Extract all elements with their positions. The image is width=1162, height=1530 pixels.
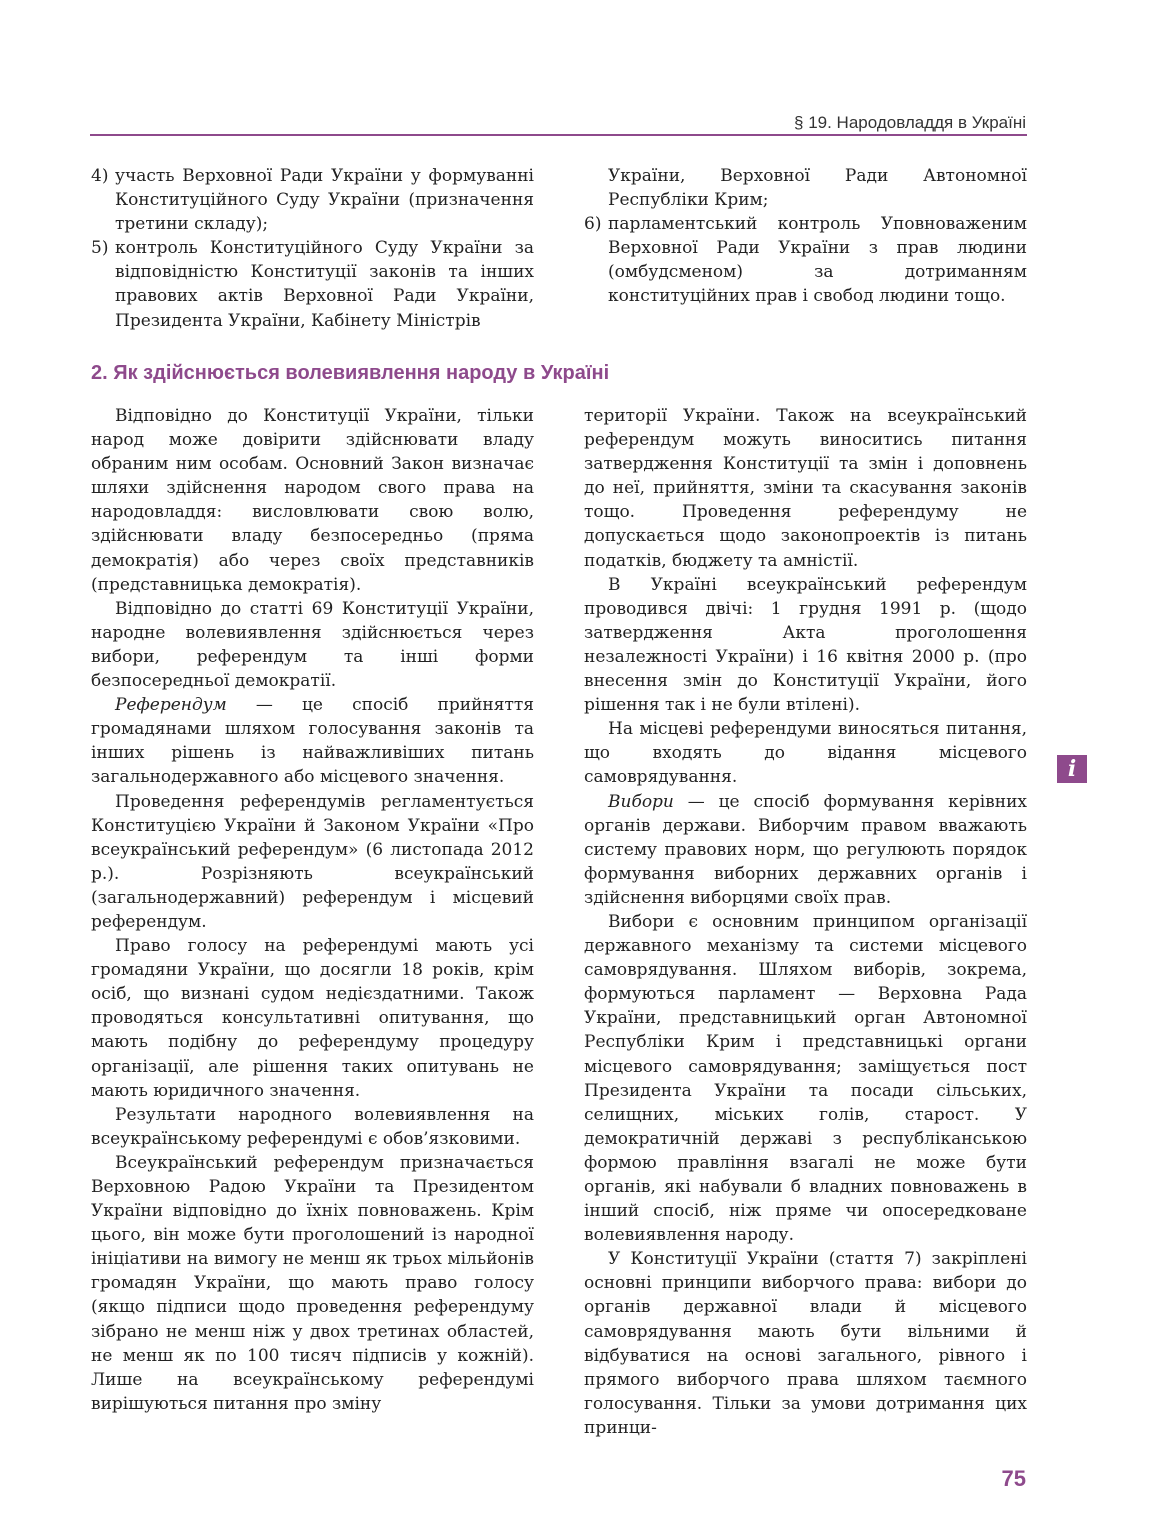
paragraph: Право голосу на референдумі мають усі громадяни України, що досягли 18 років, крім осіб, що визнані судом недієздатними. Також проводяться консультативні опитування, що мають подібну до референдуму процедуру організації, але рішення таких опитувань не мають юридичного значення. bbox=[91, 936, 534, 1101]
list-number: 6) bbox=[584, 214, 602, 235]
header-rule bbox=[90, 134, 1027, 136]
paragraph-definition bbox=[91, 693, 534, 789]
paragraph: Проведення референдумів регламентується Конституцією України й Законом України «Про всеукраїнський референдум» (6 листопада 2012 р.). Розрізняють всеукраїнський (загальнодержавний) референдум і місцевий референдум. bbox=[91, 791, 534, 932]
top-list-left bbox=[91, 164, 534, 333]
body-left-column bbox=[91, 404, 534, 1416]
list-item bbox=[91, 164, 534, 236]
paragraph: Всеукраїнський референдум призначається Верховною Радою України та Президентом України відповідно до їхніх повноважень. Крім цього, він може бути проголошений із народної ініціативи на вимогу не менш як трьох мільйонів громадян України, що мають право голосу (якщо підписи щодо проведення референдуму зібрано не менш ніж у двох третинах областей, не менш як по 100 тисяч підписів у кожній). Лише на всеукраїнському референдумі вирішуються питання про зміну bbox=[91, 1152, 534, 1414]
list-item bbox=[91, 236, 534, 332]
paragraph: На місцеві референдуми виносяться питання, що входять до відання місцевого самоврядування. bbox=[584, 719, 1027, 788]
paragraph: Відповідно до Конституції України, тільки народ може довірити здійснювати владу обраним ним особам. Основний Закон визначає шляхи здійснення народом свого права на народовладдя: висловлювати свою волю, здійснювати владу безпосередньо (пряма демократія) або через своїх представників (представницька демократія). bbox=[91, 406, 534, 595]
body-right-column bbox=[584, 404, 1027, 1440]
info-icon: i bbox=[1057, 755, 1087, 783]
term: Вибори bbox=[608, 791, 674, 812]
definition-text: — це спосіб прийняття громадянами шляхом голосування законів та інших рішень із найважливіших питань загальнодержавного або місцевого значення. bbox=[91, 695, 534, 788]
paragraph: В Україні всеукраїнський референдум проводився двічі: 1 грудня 1991 р. (щодо затвердження Акта проголошення незалежності України) і 16 квітня 2000 р. (про внесення змін до Конституції України, його рішення так і не були втілені). bbox=[584, 574, 1027, 716]
list-number: 4) bbox=[91, 166, 109, 186]
list-text: участь Верховної Ради України у формуванні Конституційного Суду України (призначення третини складу); bbox=[115, 166, 534, 235]
paragraph: Відповідно до статті 69 Конституції України, народне волевиявлення здійснюється через вибори, референдум та інші форми безпосередньої демократії. bbox=[91, 598, 534, 692]
list-item bbox=[584, 212, 1027, 308]
paragraph-continuation: території України. Також на всеукраїнський референдум можуть виноситись питання затвердження Конституції та змін і доповнень до неї, прийняття, зміни та скасування законів тощо. Проведення референдуму не допускається щодо законопроектів із питань податків, бюджету та амністії. bbox=[584, 406, 1027, 571]
paragraph: Результати народного волевиявлення на всеукраїнському референдумі є обов’язковими. bbox=[91, 1104, 534, 1149]
running-title: § 19. Народовладдя в Україні bbox=[794, 113, 1026, 132]
section-title: 2. Як здійснюється волевиявлення народу в Україні bbox=[91, 362, 610, 384]
paragraph: У Конституції України (стаття 7) закріплені основні принципи виборчого права: вибори до органів державної влади й місцевого самоврядування мають бути вільними й відбуватися на основі загального, рівного і прямого виборчого права шляхом таємного голосування. Тільки за умови дотримання цих принци- bbox=[584, 1249, 1027, 1438]
list-number: 5) bbox=[91, 238, 109, 259]
term: Референдум bbox=[115, 695, 227, 716]
list-text: контроль Конституційного Суду України за відповідністю Конституції законів та інших правових актів Верховної Ради України, Президента України, Кабінету Міністрів bbox=[115, 238, 534, 331]
top-list-right bbox=[584, 164, 1027, 309]
paragraph: Вибори є основним принципом організації державного механізму та системи місцевого самоврядування. Шляхом виборів, зокрема, формуються парламент — Верховна Рада України, представницький орган Автономної Республіки Крим і представницькі органи місцевого самоврядування; заміщується пост Президента України та посади сільських, селищних, міських голів, старост. У демократичній державі з республіканською формою правління взагалі не може бути органів, які набували б владних повноважень в інший спосіб, ніж пряме чи опосередковане волевиявлення народу. bbox=[584, 911, 1027, 1246]
list-text: парламентський контроль Уповноваженим Верховної Ради України з прав людини (омбудсменом) за дотриманням конституційних прав і свобод людини тощо. bbox=[608, 214, 1027, 307]
page-number: 75 bbox=[1001, 1466, 1026, 1491]
list-continuation: України, Верховної Ради Автономної Республіки Крим; bbox=[608, 166, 1027, 211]
paragraph-definition bbox=[584, 790, 1027, 910]
definition-text: — це спосіб формування керівних органів держави. Виборчим правом вважають систему правових норм, що регулюють порядок формування виборних державних органів і здійснення виборцями своїх прав. bbox=[584, 791, 1027, 908]
